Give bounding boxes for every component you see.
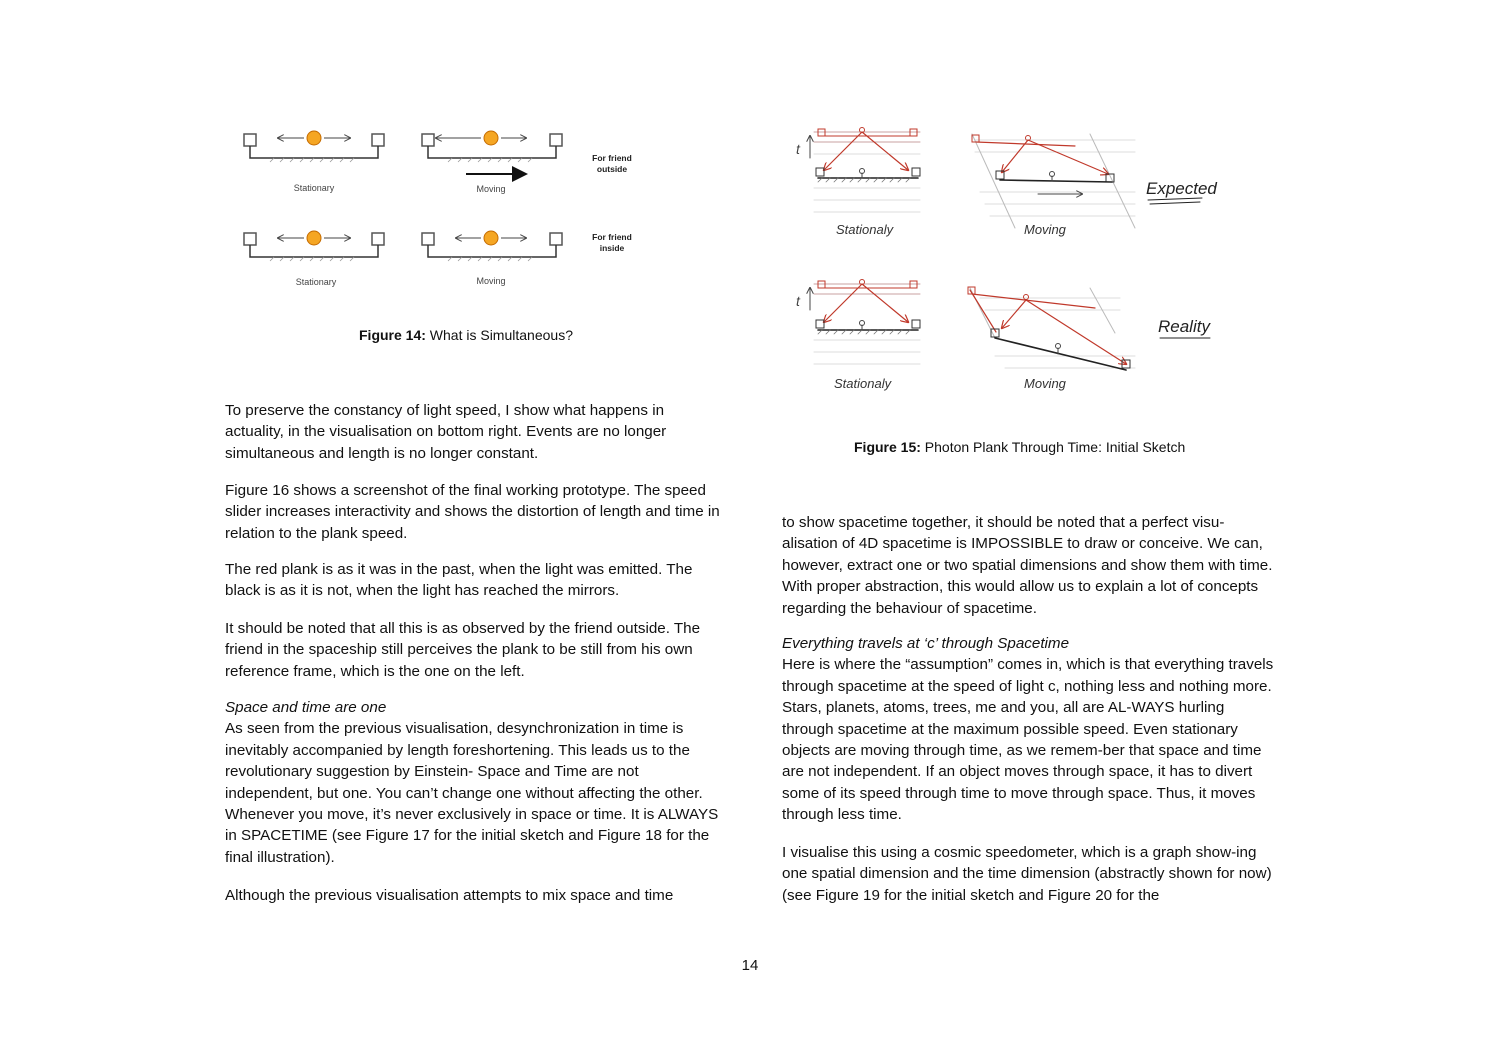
sketch-moving-reality [968, 287, 1211, 391]
left-paragraph-2: Figure 16 shows a screenshot of the final working prototype. The speed slider increases interactivity and shows the distortion of length and time in relation to the plank speed. [225, 482, 720, 542]
page-number: 14 [741, 957, 759, 974]
right-paragraph-1: to show spacetime together, it should be noted that a perfect visu-alisation of 4D spacetime is IMPOSSIBLE to draw or conceive. We can, however, extract one or two spatial dimensions and show them with time. With proper abstraction, this would allow us to explain a lot of concepts regarding the behaviour of spacetime. [782, 514, 1273, 617]
figure-15-sketch [790, 118, 1230, 413]
svg-text:t: t [796, 293, 800, 309]
svg-text:Stationary: Stationary [295, 277, 337, 287]
section-heading-space-time: Space and time are one [225, 699, 387, 716]
light-source-icon [484, 231, 498, 245]
plank-moving-outside [422, 131, 562, 194]
figure-15-caption [854, 439, 1185, 455]
svg-text:Stationaly: Stationaly [836, 222, 894, 237]
figure-14-title: What is Simultaneous? [429, 327, 573, 343]
right-paragraph-2: Here is where the “assumption” comes in, which is that everything travels through spacetime at the speed of light c, nothing less and nothing more. Stars, planets, atoms, trees, me and you, all are AL-WAYS hurling through spacetime at the maximum possible speed. Even stationary objects are moving through time, as we remem-ber that space and time are not independent. If an object moves through space, it has to divert some of its speed through time to move through space. Thus, it moves through less time. [782, 656, 1274, 824]
svg-text:For friend: For friend [592, 232, 632, 242]
left-paragraph-3: The red plank is as it was in the past, when the light was emitted. The black is as it is not, when the light has reached the mirrors. [225, 561, 693, 600]
light-source-icon [484, 131, 498, 145]
light-source-icon [307, 131, 321, 145]
right-paragraph-3: I visualise this using a cosmic speedometer, which is a graph show-ing one spatial dimension and the time dimension (abstractly shown for now) (see Figure 19 for the initial sketch and Figure 20 for the [782, 844, 1272, 904]
left-paragraph-4: It should be noted that all this is as observed by the friend outside. The friend in the spaceship still perceives the plank to be still from his own reference frame, which is the one on the left. [225, 620, 701, 680]
svg-text:Stationaly: Stationaly [834, 376, 892, 391]
light-source-icon [307, 231, 321, 245]
svg-text:outside: outside [596, 164, 628, 174]
svg-text:Moving: Moving [476, 276, 506, 286]
section-heading-travels-at-c: Everything travels at ‘c’ through Spacetime [782, 635, 1070, 652]
left-paragraph-1: To preserve the constancy of light speed, I show what happens in actuality, in the visualisation on bottom right. Events are no longer simultaneous and length is no longer constant. [225, 402, 667, 462]
figure-14-caption [359, 327, 573, 343]
label-reality: Reality [1158, 317, 1210, 336]
label-expected: Expected [1146, 179, 1217, 198]
left-paragraph-6: Although the previous visualisation attempts to mix space and time [225, 887, 674, 904]
sketch-stationary-reality [796, 280, 920, 392]
svg-text:For friend: For friend [592, 153, 632, 163]
svg-text:t: t [796, 141, 800, 157]
svg-text:Moving: Moving [1024, 222, 1066, 237]
svg-text:Moving: Moving [1024, 376, 1066, 391]
svg-text:inside: inside [599, 243, 625, 253]
left-paragraph-5: As seen from the previous visualisation, desynchronization in time is inevitably accompanied by length foreshortening. This leads us to the revolutionary suggestion by Einstein- Space and Time are not independent, but one. You can’t change one without affecting the other. Whenever you move, it’s never exclusively in space or time. It is ALWAYS in SPACETIME (see Figure 17 for the initial sketch and Figure 18 for the final illustration). [225, 720, 719, 866]
plank-stationary-outside [244, 131, 384, 193]
label-stationary: Stationary [293, 183, 335, 193]
figure-14-diagram [230, 118, 650, 298]
plank-stationary-inside [244, 231, 384, 287]
figure-14-label: Figure 14: [359, 327, 426, 343]
figure-15-title: Photon Plank Through Time: Initial Sketch [924, 439, 1186, 455]
figure-15-label: Figure 15: [854, 439, 921, 455]
sketch-moving-expected [972, 134, 1217, 237]
sketch-stationary-expected [796, 128, 920, 238]
svg-text:Moving: Moving [476, 184, 506, 194]
plank-moving-inside [422, 231, 562, 286]
